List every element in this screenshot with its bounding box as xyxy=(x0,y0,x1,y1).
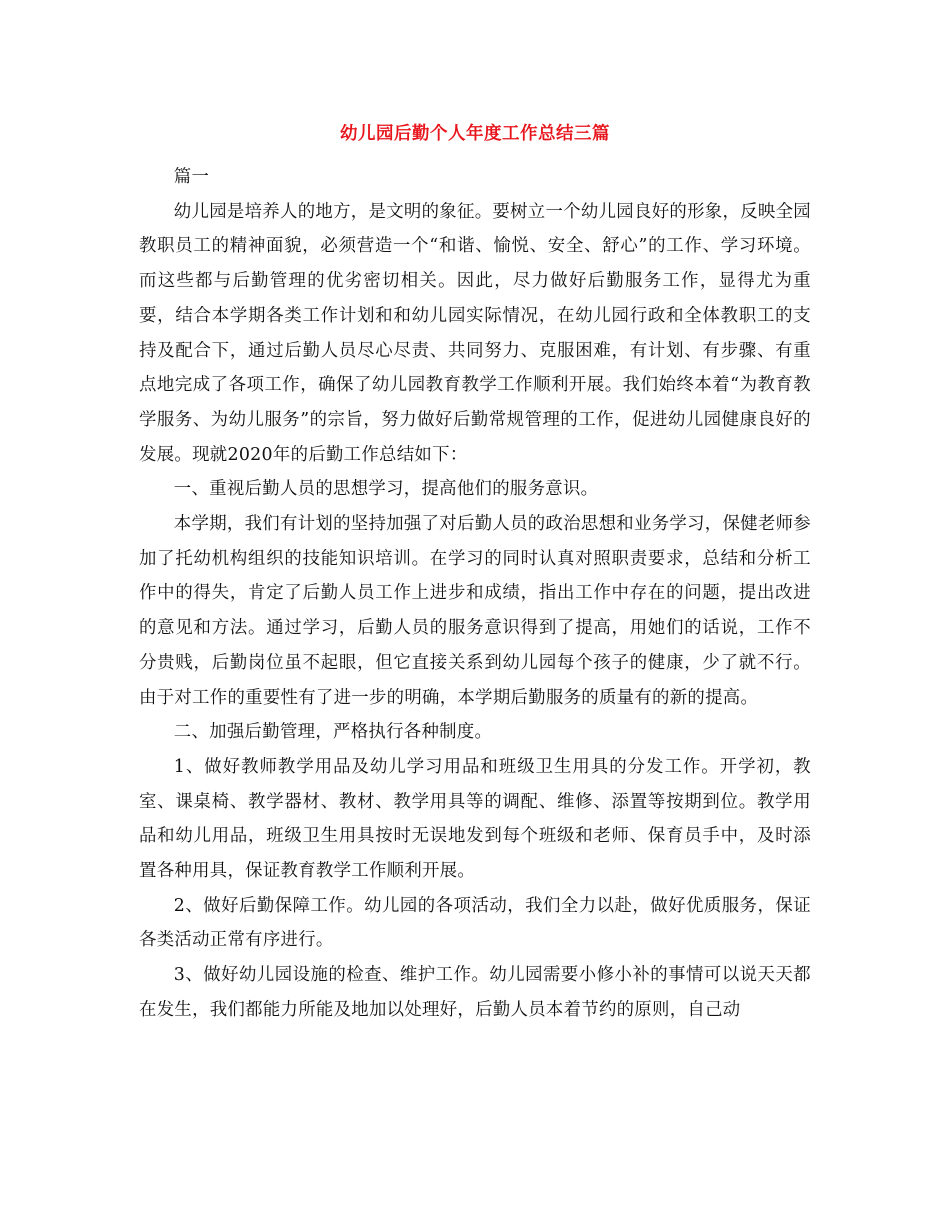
document-body xyxy=(139,160,811,1028)
section-heading-part-one: 篇一 xyxy=(173,167,210,187)
body-paragraph: 本学期，我们有计划的坚持加强了对后勤人员的政治思想和业务学习，保健老师参加了托幼机构组织的技能知识培训。在学习的同时认真对照职责要求，总结和分析工作中的得失，肯定了后勤人员工作上进步和成绩，指出工作中存在的问题，提出改进的意见和方法。通过学习，后勤人员的服务意识得到了提高，用她们的话说，工作不分贵贱，后勤岗位虽不起眼，但它直接关系到幼儿园每个孩子的健康，少了就不行。由于对工作的重要性有了进一步的明确，本学期后勤服务的质量有的新的提高。 xyxy=(139,514,811,708)
document-title: 幼儿园后勤个人年度工作总结三篇 xyxy=(340,124,610,144)
section-heading: 二、加强后勤管理，严格执行各种制度。 xyxy=(173,722,493,743)
section-heading: 一、重视后勤人员的思想学习，提高他们的服务意识。 xyxy=(173,479,599,500)
list-item-paragraph: 2、做好后勤保障工作。幼儿园的各项活动，我们全力以赴，做好优质服务，保证各类活动正常有序进行。 xyxy=(139,895,811,951)
body-paragraph: 幼儿园是培养人的地方，是文明的象征。要树立一个幼儿园良好的形象，反映全园教职员工的精神面貌，必须营造一个“和谐、愉悦、安全、舒心”的工作、学习环境。而这些都与后勤管理的优劣密切相关。因此，尽力做好后勤服务工作，显得尤为重要，结合本学期各类工作计划和和幼儿园实际情况，在幼儿园行政和全体教职工的支持及配合下，通过后勤人员尽心尽责、共同努力、克服困难，有计划、有步骤、有重点地完成了各项工作，确保了幼儿园教育教学工作顺利开展。我们始终本着“为教育教学服务、为幼儿服务”的宗旨，努力做好后勤常规管理的工作，促进幼儿园健康良好的发展。现就2020年的后勤工作总结如下： xyxy=(139,201,811,465)
list-item-paragraph: 3、做好幼儿园设施的检查、维护工作。幼儿园需要小修小补的事情可以说天天都在发生，我们都能力所能及地加以处理好，后勤人员本着节约的原则，自己动 xyxy=(139,965,811,1020)
list-item-paragraph: 1、做好教师教学用品及幼儿学习用品和班级卫生用具的分发工作。开学初，教室、课桌椅、教学器材、教材、教学用具等的调配、维修、添置等按期到位。教学用品和幼儿用品，班级卫生用具按时无误地发到每个班级和老师、保育员手中，及时添置各种用具，保证教育教学工作顺利开展。 xyxy=(139,756,811,882)
